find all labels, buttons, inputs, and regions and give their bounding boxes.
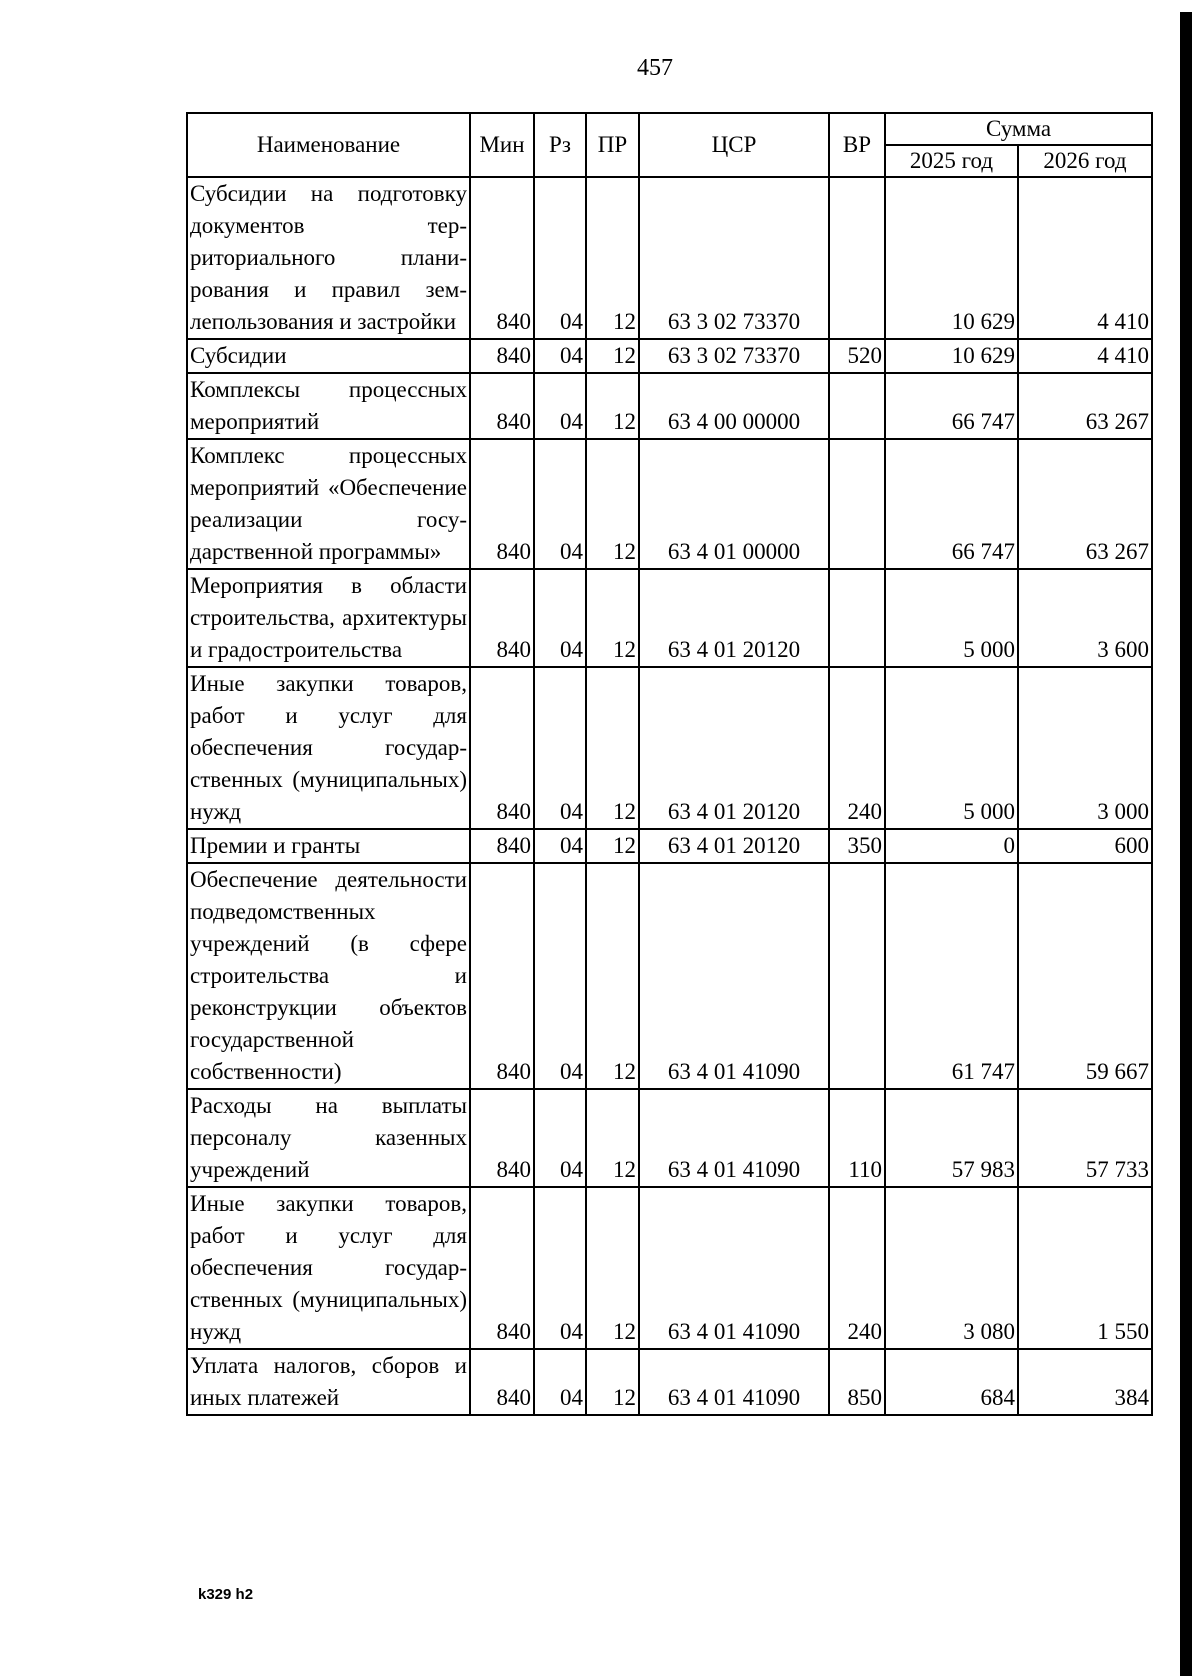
scan-edge-bar xyxy=(1180,12,1192,1676)
cell-pr: 12 xyxy=(586,667,639,829)
cell-vr: 350 xyxy=(829,829,885,863)
footer-code: k329 h2 xyxy=(198,1586,254,1603)
cell-rz: 04 xyxy=(534,339,586,373)
table-row xyxy=(187,339,1152,373)
cell-name: Мероприятия в области строительства, архитектуры и градостроительства xyxy=(187,569,470,667)
cell-min: 840 xyxy=(470,439,534,569)
cell-csr: 63 4 01 41090 xyxy=(639,863,829,1089)
cell-vr: 110 xyxy=(829,1089,885,1187)
cell-vr: 240 xyxy=(829,1187,885,1349)
cell-2025: 684 xyxy=(885,1349,1018,1415)
table-row xyxy=(187,667,1152,829)
cell-name: Иные закупки товаров, работ и услуг для обеспечения государственных (муниципальных) нужд xyxy=(187,667,470,829)
cell-min: 840 xyxy=(470,1089,534,1187)
cell-name: Субсидии на подготовку документов территориального планирования и правил землепользования и застройки xyxy=(187,177,470,339)
cell-2025: 61 747 xyxy=(885,863,1018,1089)
cell-rz: 04 xyxy=(534,177,586,339)
cell-min: 840 xyxy=(470,373,534,439)
cell-2026: 63 267 xyxy=(1018,439,1152,569)
cell-name: Комплексы процессных мероприятий xyxy=(187,373,470,439)
header-rz: Рз xyxy=(534,113,586,177)
cell-csr: 63 4 01 20120 xyxy=(639,667,829,829)
cell-2026: 4 410 xyxy=(1018,177,1152,339)
cell-pr: 12 xyxy=(586,1187,639,1349)
cell-name: Иные закупки товаров, работ и услуг для обеспечения государственных (муниципальных) нужд xyxy=(187,1187,470,1349)
cell-name: Комплекс процессных мероприятий «Обеспечение реализации государственной программы» xyxy=(187,439,470,569)
cell-min: 840 xyxy=(470,177,534,339)
cell-2025: 57 983 xyxy=(885,1089,1018,1187)
table-row xyxy=(187,829,1152,863)
cell-2025: 0 xyxy=(885,829,1018,863)
table-row xyxy=(187,1187,1152,1349)
table-row xyxy=(187,1089,1152,1187)
cell-vr xyxy=(829,373,885,439)
cell-min: 840 xyxy=(470,569,534,667)
cell-min: 840 xyxy=(470,863,534,1089)
cell-pr: 12 xyxy=(586,1349,639,1415)
cell-pr: 12 xyxy=(586,863,639,1089)
header-row xyxy=(187,113,1152,145)
cell-pr: 12 xyxy=(586,829,639,863)
cell-pr: 12 xyxy=(586,569,639,667)
header-pr: ПР xyxy=(586,113,639,177)
cell-min: 840 xyxy=(470,339,534,373)
cell-csr: 63 4 01 20120 xyxy=(639,829,829,863)
cell-2026: 59 667 xyxy=(1018,863,1152,1089)
cell-2026: 3 600 xyxy=(1018,569,1152,667)
cell-rz: 04 xyxy=(534,373,586,439)
cell-2026: 1 550 xyxy=(1018,1187,1152,1349)
cell-rz: 04 xyxy=(534,667,586,829)
cell-csr: 63 3 02 73370 xyxy=(639,339,829,373)
cell-min: 840 xyxy=(470,1187,534,1349)
header-csr: ЦСР xyxy=(639,113,829,177)
table-row xyxy=(187,373,1152,439)
header-vr: ВР xyxy=(829,113,885,177)
table-row xyxy=(187,863,1152,1089)
header-2026: 2026 год xyxy=(1018,145,1152,177)
cell-2026: 384 xyxy=(1018,1349,1152,1415)
cell-csr: 63 4 01 41090 xyxy=(639,1349,829,1415)
cell-2025: 3 080 xyxy=(885,1187,1018,1349)
cell-2026: 4 410 xyxy=(1018,339,1152,373)
cell-rz: 04 xyxy=(534,439,586,569)
header-name: Наименование xyxy=(187,113,470,177)
cell-2025: 10 629 xyxy=(885,177,1018,339)
cell-vr xyxy=(829,439,885,569)
header-2025: 2025 год xyxy=(885,145,1018,177)
cell-rz: 04 xyxy=(534,1187,586,1349)
cell-pr: 12 xyxy=(586,373,639,439)
cell-pr: 12 xyxy=(586,339,639,373)
cell-min: 840 xyxy=(470,829,534,863)
table-row xyxy=(187,177,1152,339)
cell-vr: 850 xyxy=(829,1349,885,1415)
cell-min: 840 xyxy=(470,1349,534,1415)
cell-2026: 63 267 xyxy=(1018,373,1152,439)
cell-rz: 04 xyxy=(534,863,586,1089)
header-sum: Сумма xyxy=(885,113,1152,145)
cell-2026: 57 733 xyxy=(1018,1089,1152,1187)
page-number: 457 xyxy=(637,55,673,81)
cell-2025: 66 747 xyxy=(885,373,1018,439)
table-body xyxy=(187,177,1152,1415)
table-row xyxy=(187,1349,1152,1415)
cell-csr: 63 4 01 20120 xyxy=(639,569,829,667)
cell-rz: 04 xyxy=(534,569,586,667)
cell-name: Обеспечение деятельности подведомственных учреждений (в сфере строительства и реконструкции объектов государственной собственности) xyxy=(187,863,470,1089)
cell-name: Субсидии xyxy=(187,339,470,373)
cell-rz: 04 xyxy=(534,1349,586,1415)
cell-vr xyxy=(829,569,885,667)
cell-csr: 63 3 02 73370 xyxy=(639,177,829,339)
cell-2026: 600 xyxy=(1018,829,1152,863)
cell-name: Уплата налогов, сборов и иных платежей xyxy=(187,1349,470,1415)
table-row xyxy=(187,439,1152,569)
table-row xyxy=(187,569,1152,667)
cell-pr: 12 xyxy=(586,439,639,569)
cell-2026: 3 000 xyxy=(1018,667,1152,829)
cell-rz: 04 xyxy=(534,1089,586,1187)
header-min: Мин xyxy=(470,113,534,177)
cell-csr: 63 4 01 41090 xyxy=(639,1187,829,1349)
cell-vr: 520 xyxy=(829,339,885,373)
budget-table xyxy=(186,112,1153,1416)
cell-min: 840 xyxy=(470,667,534,829)
cell-pr: 12 xyxy=(586,1089,639,1187)
cell-name: Расходы на выплаты персоналу казенных учреждений xyxy=(187,1089,470,1187)
cell-rz: 04 xyxy=(534,829,586,863)
cell-vr: 240 xyxy=(829,667,885,829)
cell-2025: 10 629 xyxy=(885,339,1018,373)
cell-2025: 5 000 xyxy=(885,569,1018,667)
cell-2025: 66 747 xyxy=(885,439,1018,569)
cell-name: Премии и гранты xyxy=(187,829,470,863)
cell-vr xyxy=(829,177,885,339)
cell-csr: 63 4 00 00000 xyxy=(639,373,829,439)
cell-2025: 5 000 xyxy=(885,667,1018,829)
cell-pr: 12 xyxy=(586,177,639,339)
cell-vr xyxy=(829,863,885,1089)
cell-csr: 63 4 01 41090 xyxy=(639,1089,829,1187)
cell-csr: 63 4 01 00000 xyxy=(639,439,829,569)
